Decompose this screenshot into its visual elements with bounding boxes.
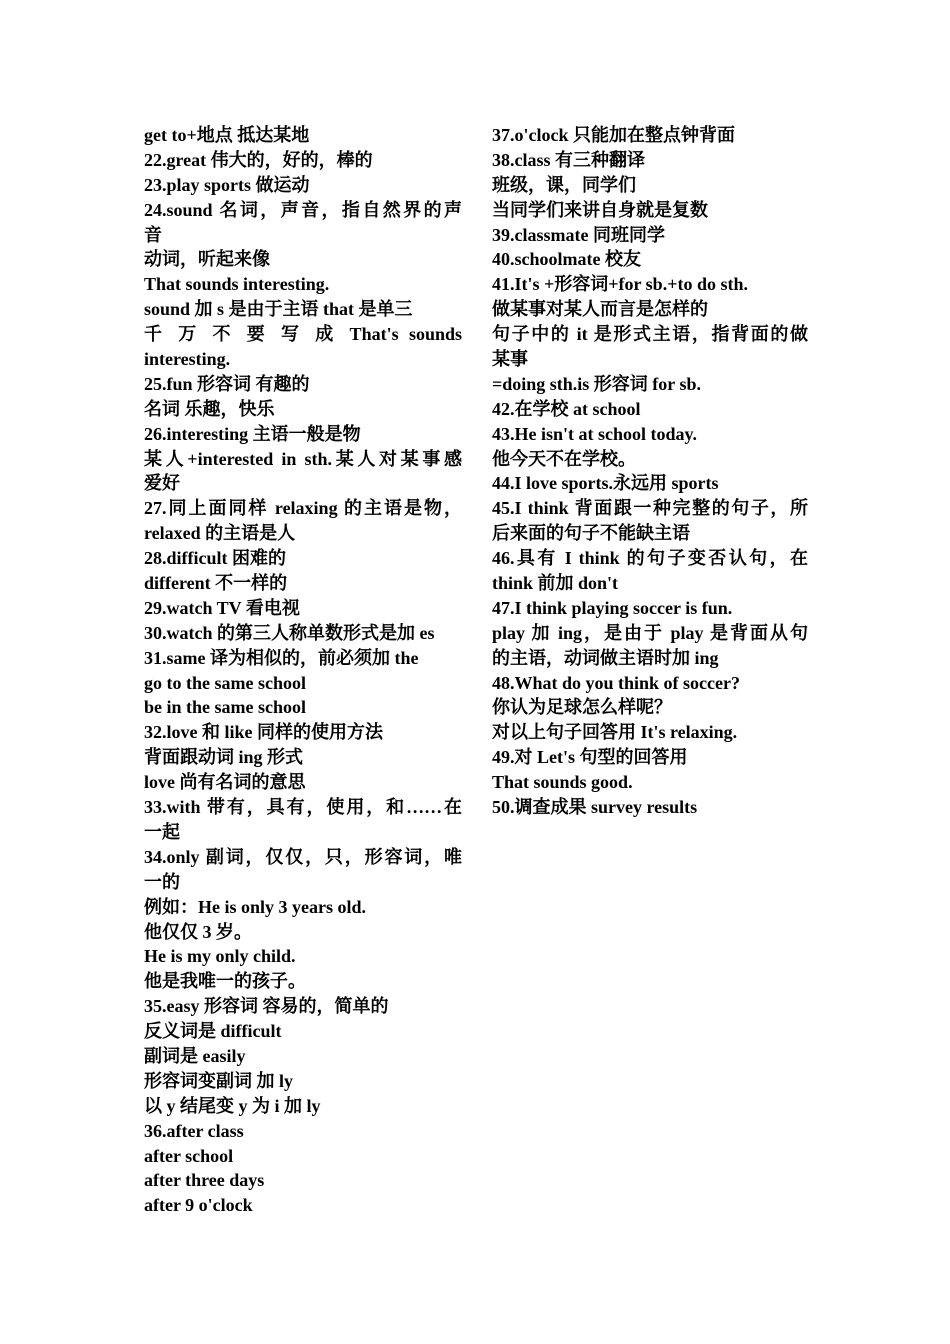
text-line: 50.调查成果 survey results	[492, 797, 698, 818]
text-line: after 9 o'clock	[144, 1195, 253, 1216]
text-line: 29.watch TV 看电视	[144, 597, 300, 618]
right-column	[492, 123, 808, 820]
text-line: 31.same 译为相似的，前必须加 the	[144, 647, 419, 668]
text-line: 27.同上面同样 relaxing 的主语是物，	[144, 498, 462, 519]
text-line: That sounds interesting.	[144, 274, 330, 295]
text-line: 30.watch 的第三人称单数形式是加 es	[144, 622, 435, 643]
text-line: 以 y 结尾变 y 为 i 加 ly	[144, 1095, 321, 1116]
text-line: be in the same school	[144, 697, 306, 718]
text-line: 35.easy 形容词 容易的，简单的	[144, 996, 389, 1017]
text-line: 对以上句子回答用 It's relaxing.	[492, 722, 738, 743]
text-line: sound 加 s 是由于主语 that 是单三	[144, 299, 413, 320]
text-line: interesting.	[144, 349, 231, 370]
text-line: 41.It's +形容词+for sb.+to do sth.	[492, 274, 748, 295]
text-line: That sounds good.	[492, 772, 633, 793]
text-line: relaxed 的主语是人	[144, 523, 296, 544]
text-line: 爱好	[144, 473, 180, 494]
text-line: 他是我唯一的孩子。	[144, 971, 306, 992]
text-line: 38.class 有三种翻译	[492, 149, 645, 170]
text-line: 28.difficult 困难的	[144, 548, 286, 569]
text-line: 22.great 伟大的，好的，棒的	[144, 149, 373, 170]
text-line: 后来面的句子不能缺主语	[492, 523, 690, 544]
text-line: 47.I think playing soccer is fun.	[492, 597, 733, 618]
text-line: 34.only 副词，仅仅，只，形容词，唯	[144, 846, 462, 867]
text-line: 做某事对某人而言是怎样的	[492, 299, 708, 320]
text-line: 班级，课，同学们	[492, 174, 636, 195]
text-line: 37.o'clock 只能加在整点钟背面	[492, 125, 735, 145]
text-line: 例如：He is only 3 years old.	[144, 896, 367, 917]
text-line: 背面跟动词 ing 形式	[144, 747, 304, 768]
text-line: 26.interesting 主语一般是物	[144, 423, 361, 444]
text-line: 动词，听起来像	[144, 249, 270, 270]
text-line: 他今天不在学校。	[492, 448, 636, 469]
text-line: 一的	[144, 871, 180, 892]
text-line: 名词 乐趣，快乐	[144, 398, 275, 419]
text-line: 33.with 带有，具有，使用，和……在	[144, 797, 462, 818]
text-line: He is my only child.	[144, 946, 296, 967]
text-line: 你认为足球怎么样呢？	[492, 697, 672, 718]
text-line: 24.sound 名词，声音，指自然界的声	[144, 199, 462, 220]
text-line: 48.What do you think of soccer?	[492, 672, 741, 693]
text-line: 当同学们来讲自身就是复数	[492, 199, 708, 220]
text-line: 的主语，动词做主语时加 ing	[492, 647, 719, 668]
text-line: play 加 ing，是由于 play 是背面从句	[492, 622, 808, 643]
text-line: =doing sth.is 形容词 for sb.	[492, 373, 701, 394]
text-line: 副词是 easily	[144, 1045, 246, 1066]
text-line: get to+地点 抵达某地	[144, 125, 310, 145]
text-line: 36.after class	[144, 1120, 244, 1141]
text-line: after school	[144, 1145, 234, 1166]
text-line: 46.具有 I think 的句子变否认句，在	[492, 548, 808, 569]
text-line: love 尚有名词的意思	[144, 772, 306, 793]
text-line: 23.play sports 做运动	[144, 174, 310, 195]
text-line: 25.fun 形容词 有趣的	[144, 373, 310, 394]
text-line: 45.I think 背面跟一种完整的句子，所	[492, 498, 808, 519]
text-line: 反义词是 difficult	[144, 1021, 282, 1042]
text-line: 43.He isn't at school today.	[492, 423, 698, 444]
text-line: think 前加 don't	[492, 573, 619, 594]
text-line: different 不一样的	[144, 573, 288, 594]
text-line: after three days	[144, 1170, 265, 1191]
text-line: go to the same school	[144, 672, 306, 693]
text-line: 句子中的 it 是形式主语，指背面的做	[492, 324, 808, 345]
text-line: 40.schoolmate 校友	[492, 249, 641, 270]
left-column	[144, 123, 462, 1218]
text-line: 他仅仅 3 岁。	[144, 921, 252, 942]
text-line: 某事	[492, 349, 528, 370]
text-line: 一起	[144, 821, 180, 842]
text-line: 32.love 和 like 同样的使用方法	[144, 722, 383, 743]
text-line: 49.对 Let's 句型的回答用	[492, 747, 688, 768]
text-line: 某人+interested in sth.某人对某事感	[144, 448, 462, 469]
text-line: 千 万 不 要 写 成 That's sounds	[144, 324, 462, 345]
text-line: 42.在学校 at school	[492, 398, 641, 419]
text-line: 39.classmate 同班同学	[492, 224, 665, 245]
text-line: 音	[144, 224, 162, 245]
text-line: 44.I love sports.永远用 sports	[492, 473, 719, 494]
text-line: 形容词变副词 加 ly	[144, 1070, 294, 1091]
